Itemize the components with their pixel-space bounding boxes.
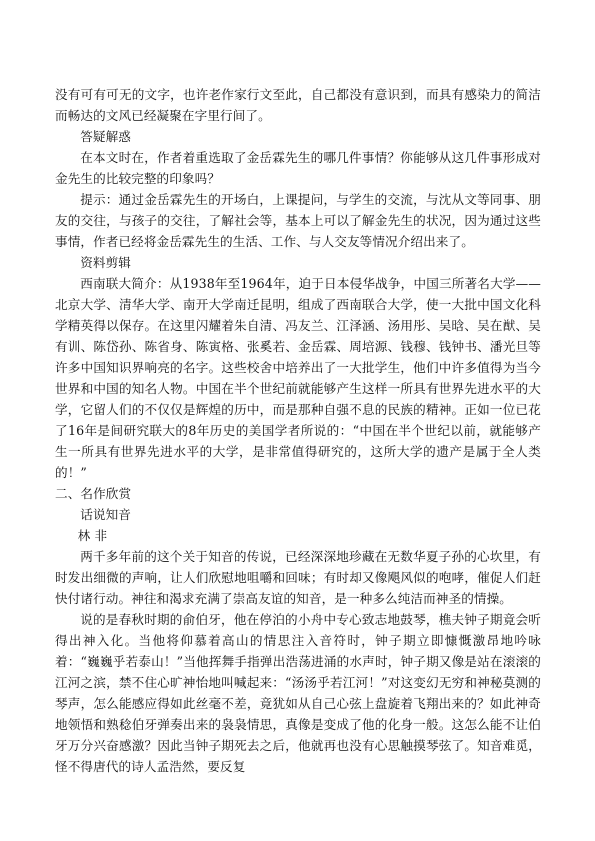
article-paragraph: 两千多年前的这个关于知音的传说，已经深深地珍藏在无数华夏子孙的心坎里，有时发出细微的声响，让人们欣慰地咀嚼和回味；有时却又像飓风似的咆哮，催促人们赶快付诸行动。神往和渴求充满了崇高友谊的知音，是一种多么纯洁而神圣的情操。 (55, 549, 541, 606)
article-title: 话说知音 (80, 507, 131, 522)
material-paragraph: 西南联大简介：从1938年至1964年，迫于日本侵华战争，中国三所著名大学——北京大学、清华大学、南开大学南迁昆明，组成了西南联合大学，使一大批中国文化科学精英得以保存。在这里闪耀着朱自清、冯友兰、江泽涵、汤用彤、吴晗、吴在猷、吴有训、陈岱孙、陈省身、陈寅格、张奚若、金岳霖、周培源、钱穆、钱钟书、潘光旦等许多中国知识界响亮的名字。这些校舍中培养出了一大批学生，他们中许多值得为当今世界和中国的知名人物。中国在半个世纪前就能够产生这样一所具有世界先进水平的大学，它留人们的不仅仅是辉煌的历中，而是那种自强不息的民族的精神。正如一位已花了16年是间研究联大的8年历史的美国学者所说的：“中国在半个世纪以前，就能够产生一所具有世界先进水平的大学，是非常值得研究的，这所大学的遗产是属于全人类的！” (55, 276, 541, 480)
qa-question: 在本文时在，作者着重选取了金岳霖先生的哪几件事情？你能够从这几件事形成对金先生的比较完整的印象吗？ (55, 150, 541, 186)
section-heading-material: 资料剪辑 (80, 255, 131, 270)
section-heading-masterpiece: 二、名作欣赏 (55, 486, 132, 501)
section-heading-qa: 答疑解惑 (80, 129, 131, 144)
article-paragraph: 说的是春秋时期的俞伯牙，他在停泊的小舟中专心致志地鼓琴，樵夫钟子期竟会听得出神入化。当他将仰慕着高山的情思注入音符时，钟子期立即慷慨激昂地吟咏着：“巍巍乎若泰山！”当他挥舞手指弹出浩荡进涌的水声时，钟子期又像是站在滚滚的江河之滨，禁不住心旷神怡地叫喊起来：“汤汤乎若江河！”对这变幻无穷和神秘莫测的琴声，怎么能感应得如此丝毫不差，竟犹如从自己心弦上盘旋着飞翔出来的？如此神奇地领悟和熟稔伯牙弹奏出来的袅袅情思，真像是变成了他的化身一般。这怎么能不让伯牙万分兴奋感激？因此当钟子期死去之后，他就再也没有心思触摸琴弦了。知音难觅，怪不得唐代的诗人孟浩然，要反复 (55, 612, 541, 774)
article-author: 林 非 (77, 528, 108, 543)
qa-hint: 提示：通过金岳霖先生的开场白，上课提问，与学生的交流，与沈从文等同事、朋友的交往，与孩子的交往，了解社会等，基本上可以了解金先生的状况，因为通过这些事情，作者已经将金岳霖先生的生活、工作、与人交友等情况介绍出来了。 (55, 192, 541, 249)
intro-paragraph: 没有可有可无的文字，也许老作家行文至此，自己都没有意识到，而具有感染力的简洁而畅达的文风已经凝聚在字里行间了。 (55, 87, 541, 123)
document-body (55, 84, 541, 777)
